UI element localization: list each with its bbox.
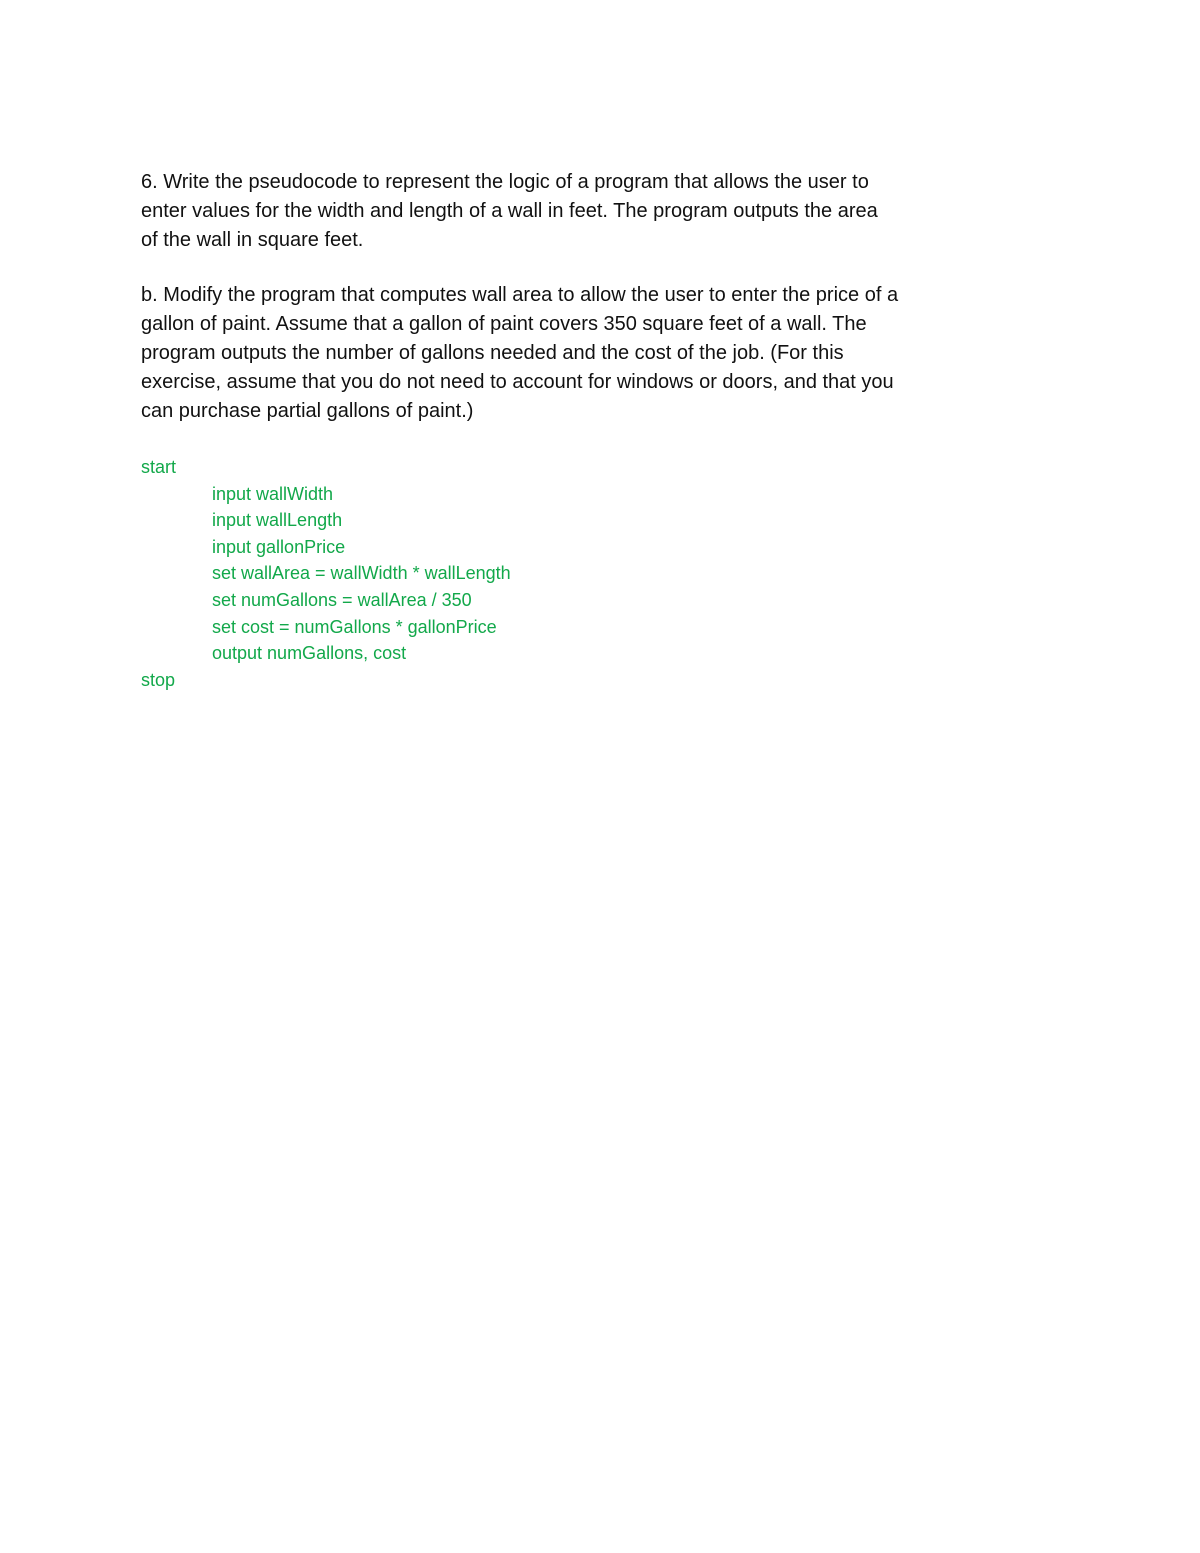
pseudocode-block: [141, 454, 1001, 693]
question-6b-line: can purchase partial gallons of paint.): [141, 400, 474, 422]
pseudocode-line: output numGallons, cost: [212, 643, 407, 664]
pseudocode-line: set cost = numGallons * gallonPrice: [212, 616, 497, 637]
pseudocode-stop: stop: [141, 669, 176, 690]
pseudocode-line: input wallLength: [212, 510, 343, 531]
question-6b-line: exercise, assume that you do not need to account for windows or doors, and that you: [141, 371, 894, 393]
pseudocode-line: set wallArea = wallWidth * wallLength: [212, 563, 511, 584]
pseudocode-line: input wallWidth: [212, 483, 334, 504]
question-6: [141, 168, 1001, 255]
pseudocode-line: set numGallons = wallArea / 350: [212, 589, 472, 610]
question-6-line: enter values for the width and length of a wall in feet. The program outputs the area: [141, 200, 878, 222]
question-6b: [141, 281, 1001, 426]
question-6b-line: program outputs the number of gallons needed and the cost of the job. (For this: [141, 342, 844, 364]
question-6-line: of the wall in square feet.: [141, 229, 364, 251]
question-6-line: 6. Write the pseudocode to represent the logic of a program that allows the user to: [141, 171, 869, 193]
question-6b-line: gallon of paint. Assume that a gallon of paint covers 350 square feet of a wall. The: [141, 313, 867, 335]
pseudocode-start: start: [141, 457, 177, 477]
pseudocode-line: input gallonPrice: [212, 536, 346, 557]
question-6b-line: b. Modify the program that computes wall area to allow the user to enter the price of a: [141, 284, 899, 306]
document-content: [141, 168, 1001, 693]
